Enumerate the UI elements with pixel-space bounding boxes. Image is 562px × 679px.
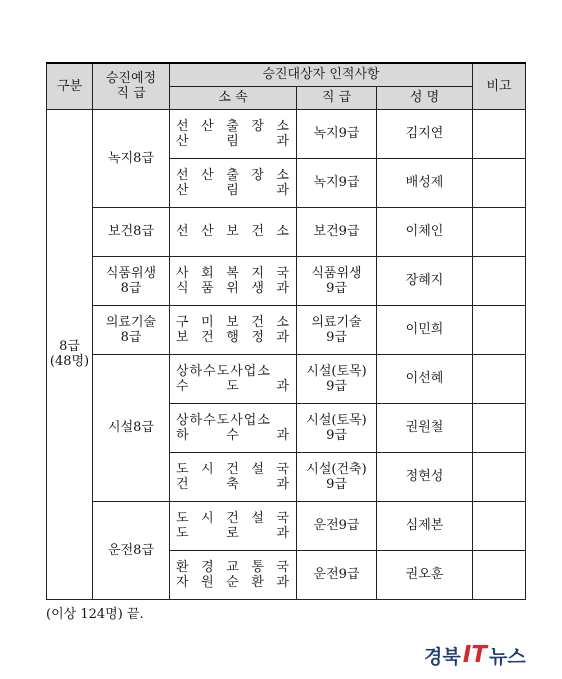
table-row: [47, 207, 526, 256]
rank-cell: 운전9급: [297, 501, 377, 550]
table-row: [47, 501, 526, 550]
affiliation-cell: 사 회 복 지 국 식 품 위 생 과: [170, 256, 297, 305]
remark-cell: [473, 452, 526, 501]
name-cell: 정현성: [377, 452, 473, 501]
remark-cell: [473, 207, 526, 256]
target-rank-cell: 운전8급: [93, 501, 170, 599]
target-rank-cell: 녹지8급: [93, 109, 170, 207]
target-rank-cell: 보건8급: [93, 207, 170, 256]
name-cell: 김지연: [377, 109, 473, 158]
affiliation-cell: 도 시 건 설 국 도 로 과: [170, 501, 297, 550]
promotion-table: [46, 62, 526, 600]
rank-cell: 운전9급: [297, 550, 377, 599]
rank-cell: 시설(건축) 9급: [297, 452, 377, 501]
affiliation-cell: 선 산 보 건 소: [170, 207, 297, 256]
rank-cell: 보건9급: [297, 207, 377, 256]
rank-cell: 녹지9급: [297, 109, 377, 158]
name-cell: 권원철: [377, 403, 473, 452]
logo-part3: 뉴스: [488, 645, 526, 668]
header-category: 구분: [47, 63, 93, 109]
rank-cell: 의료기술 9급: [297, 305, 377, 354]
rank-cell: 시설(토목) 9급: [297, 354, 377, 403]
remark-cell: [473, 354, 526, 403]
affiliation-cell: 구 미 보 건 소 보 건 행 정 과: [170, 305, 297, 354]
table-body: [47, 109, 526, 599]
name-cell: 장혜지: [377, 256, 473, 305]
table-row: [47, 256, 526, 305]
logo-part1: 경북: [424, 645, 461, 668]
name-cell: 이선혜: [377, 354, 473, 403]
remark-cell: [473, 501, 526, 550]
target-rank-cell: 식품위생 8급: [93, 256, 170, 305]
name-cell: 권오훈: [377, 550, 473, 599]
remark-cell: [473, 305, 526, 354]
header-name: 성 명: [377, 86, 473, 109]
news-logo: [424, 640, 526, 670]
remark-cell: [473, 109, 526, 158]
remark-cell: [473, 158, 526, 207]
affiliation-cell: 선 산 출 장 소 산 림 과: [170, 109, 297, 158]
target-rank-cell: 시설8급: [93, 354, 170, 501]
header-group: 승진대상자 인적사항: [170, 63, 473, 86]
name-cell: 이민희: [377, 305, 473, 354]
target-rank-cell: 의료기술 8급: [93, 305, 170, 354]
name-cell: 심제본: [377, 501, 473, 550]
remark-cell: [473, 403, 526, 452]
rank-cell: 식품위생 9급: [297, 256, 377, 305]
name-cell: 배성제: [377, 158, 473, 207]
header-rank: 직 급: [297, 86, 377, 109]
affiliation-cell: 환 경 교 통 국 자 원 순 환 과: [170, 550, 297, 599]
affiliation-cell: 선 산 출 장 소 산 림 과: [170, 158, 297, 207]
header-target-rank: 승진예정 직 급: [93, 63, 170, 109]
header-remark: 비고: [473, 63, 526, 109]
remark-cell: [473, 550, 526, 599]
remark-cell: [473, 256, 526, 305]
name-cell: 이체인: [377, 207, 473, 256]
logo-part2: IT: [462, 642, 487, 668]
rank-cell: 녹지9급: [297, 158, 377, 207]
table-row: [47, 305, 526, 354]
affiliation-cell: 도 시 건 설 국 건 축 과: [170, 452, 297, 501]
affiliation-cell: 상하수도사업소 하 수 과: [170, 403, 297, 452]
footer-note: (이상 124명) 끝.: [46, 607, 144, 622]
header-affiliation: 소 속: [170, 86, 297, 109]
table-row: [47, 109, 526, 158]
affiliation-cell: 상하수도사업소 수 도 과: [170, 354, 297, 403]
category-cell: 8급 (48명): [47, 109, 93, 599]
rank-cell: 시설(토목) 9급: [297, 403, 377, 452]
table-row: [47, 354, 526, 403]
